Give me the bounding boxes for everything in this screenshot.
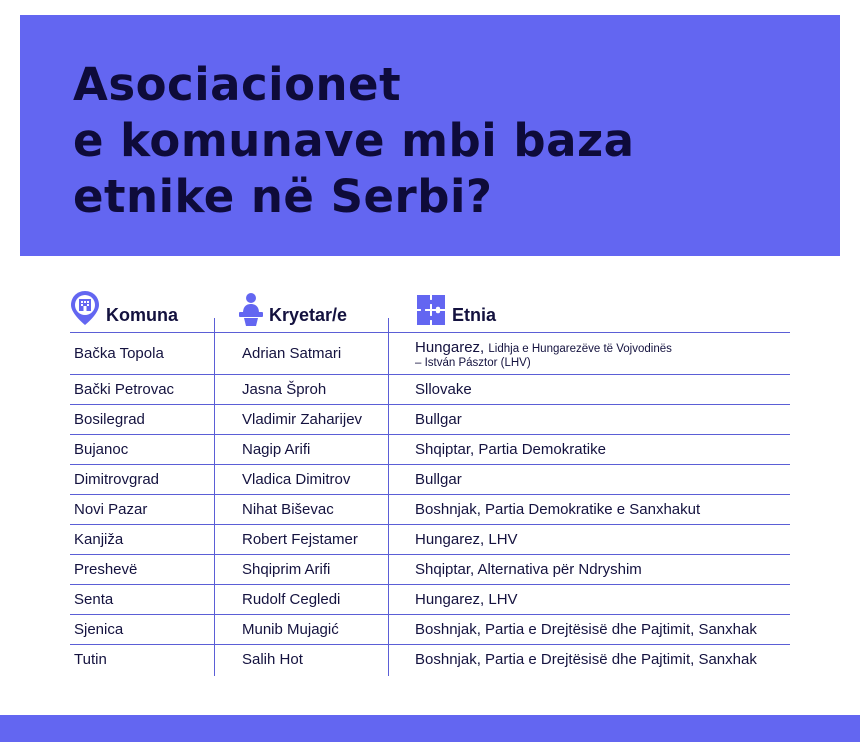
cell-etnia: Sllovake bbox=[415, 381, 472, 398]
cell-komuna: Tutin bbox=[74, 651, 107, 668]
title-line-1: Asociacionet bbox=[73, 58, 402, 111]
person-podium-icon bbox=[239, 292, 263, 326]
cell-kryetar: Salih Hot bbox=[242, 651, 303, 668]
cell-etnia: Boshnjak, Partia e Drejtësisë dhe Pajtimit, Sanxhak bbox=[415, 651, 757, 668]
cell-komuna: Bujanoc bbox=[74, 441, 129, 458]
cell-kryetar: Robert Fejstamer bbox=[242, 531, 358, 548]
cell-kryetar: Jasna Šproh bbox=[242, 381, 327, 398]
puzzle-icon bbox=[416, 294, 446, 326]
cell-komuna: Sjenica bbox=[74, 621, 124, 638]
etnia-note-2: – István Pásztor (LHV) bbox=[415, 356, 531, 369]
cell-etnia: Boshnjak, Partia e Drejtësisë dhe Pajtimit, Sanxhak bbox=[415, 621, 757, 638]
cell-kryetar: Shqiprim Arifi bbox=[242, 561, 331, 578]
table-row bbox=[70, 465, 790, 495]
header-etnia-label: Etnia bbox=[452, 305, 497, 325]
location-building-icon bbox=[70, 290, 100, 326]
header-kryetar bbox=[239, 284, 347, 326]
cell-komuna: Dimitrovgrad bbox=[74, 471, 160, 488]
cell-kryetar: Rudolf Cegledi bbox=[242, 591, 341, 608]
title-banner bbox=[20, 15, 840, 256]
title-line-3: etnike në Serbi? bbox=[73, 170, 493, 223]
header-komuna-label: Komuna bbox=[106, 305, 178, 325]
cell-komuna: Bački Petrovac bbox=[74, 381, 175, 398]
cell-etnia: Bullgar bbox=[415, 471, 462, 488]
table-row bbox=[70, 585, 790, 615]
cell-kryetar: Adrian Satmari bbox=[242, 345, 342, 362]
header-komuna bbox=[70, 284, 178, 326]
table-row bbox=[70, 333, 790, 375]
cell-kryetar: Munib Mujagić bbox=[242, 621, 339, 638]
table-header bbox=[70, 284, 790, 333]
table-row bbox=[70, 405, 790, 435]
footer-bar bbox=[0, 715, 860, 742]
etnia-main: Hungarez, bbox=[415, 338, 485, 356]
cell-komuna: Preshevë bbox=[74, 561, 138, 578]
mayors-table bbox=[70, 284, 790, 674]
cell-komuna: Bačka Topola bbox=[74, 345, 164, 362]
cell-kryetar: Nagip Arifi bbox=[242, 441, 311, 458]
cell-kryetar: Vladica Dimitrov bbox=[242, 471, 351, 488]
cell-etnia: Shqiptar, Alternativa për Ndryshim bbox=[415, 561, 642, 578]
table-row bbox=[70, 645, 790, 674]
header-etnia bbox=[416, 284, 496, 326]
table-row bbox=[70, 495, 790, 525]
table-row bbox=[70, 375, 790, 405]
table-row bbox=[70, 555, 790, 585]
cell-etnia: Hungarez, LHV bbox=[415, 531, 518, 548]
cell-etnia: Shqiptar, Partia Demokratike bbox=[415, 441, 606, 458]
cell-kryetar: Vladimir Zaharijev bbox=[242, 411, 363, 428]
cell-komuna: Senta bbox=[74, 591, 114, 608]
cell-etnia bbox=[415, 333, 672, 374]
table-row bbox=[70, 615, 790, 645]
cell-komuna: Kanjiža bbox=[74, 531, 124, 548]
cell-kryetar: Nihat Biševac bbox=[242, 501, 334, 518]
cell-etnia: Boshnjak, Partia Demokratike e Sanxhakut bbox=[415, 501, 701, 518]
page-title bbox=[73, 57, 635, 225]
etnia-note: Lidhja e Hungarezëve të Vojvodinës bbox=[488, 342, 672, 355]
cell-komuna: Bosilegrad bbox=[74, 411, 145, 428]
table-row bbox=[70, 525, 790, 555]
header-kryetar-label: Kryetar/e bbox=[269, 305, 348, 325]
cell-komuna: Novi Pazar bbox=[74, 501, 148, 518]
title-line-2: e komunave mbi baza bbox=[73, 114, 635, 167]
table-row bbox=[70, 435, 790, 465]
cell-etnia: Bullgar bbox=[415, 411, 462, 428]
cell-etnia: Hungarez, LHV bbox=[415, 591, 518, 608]
